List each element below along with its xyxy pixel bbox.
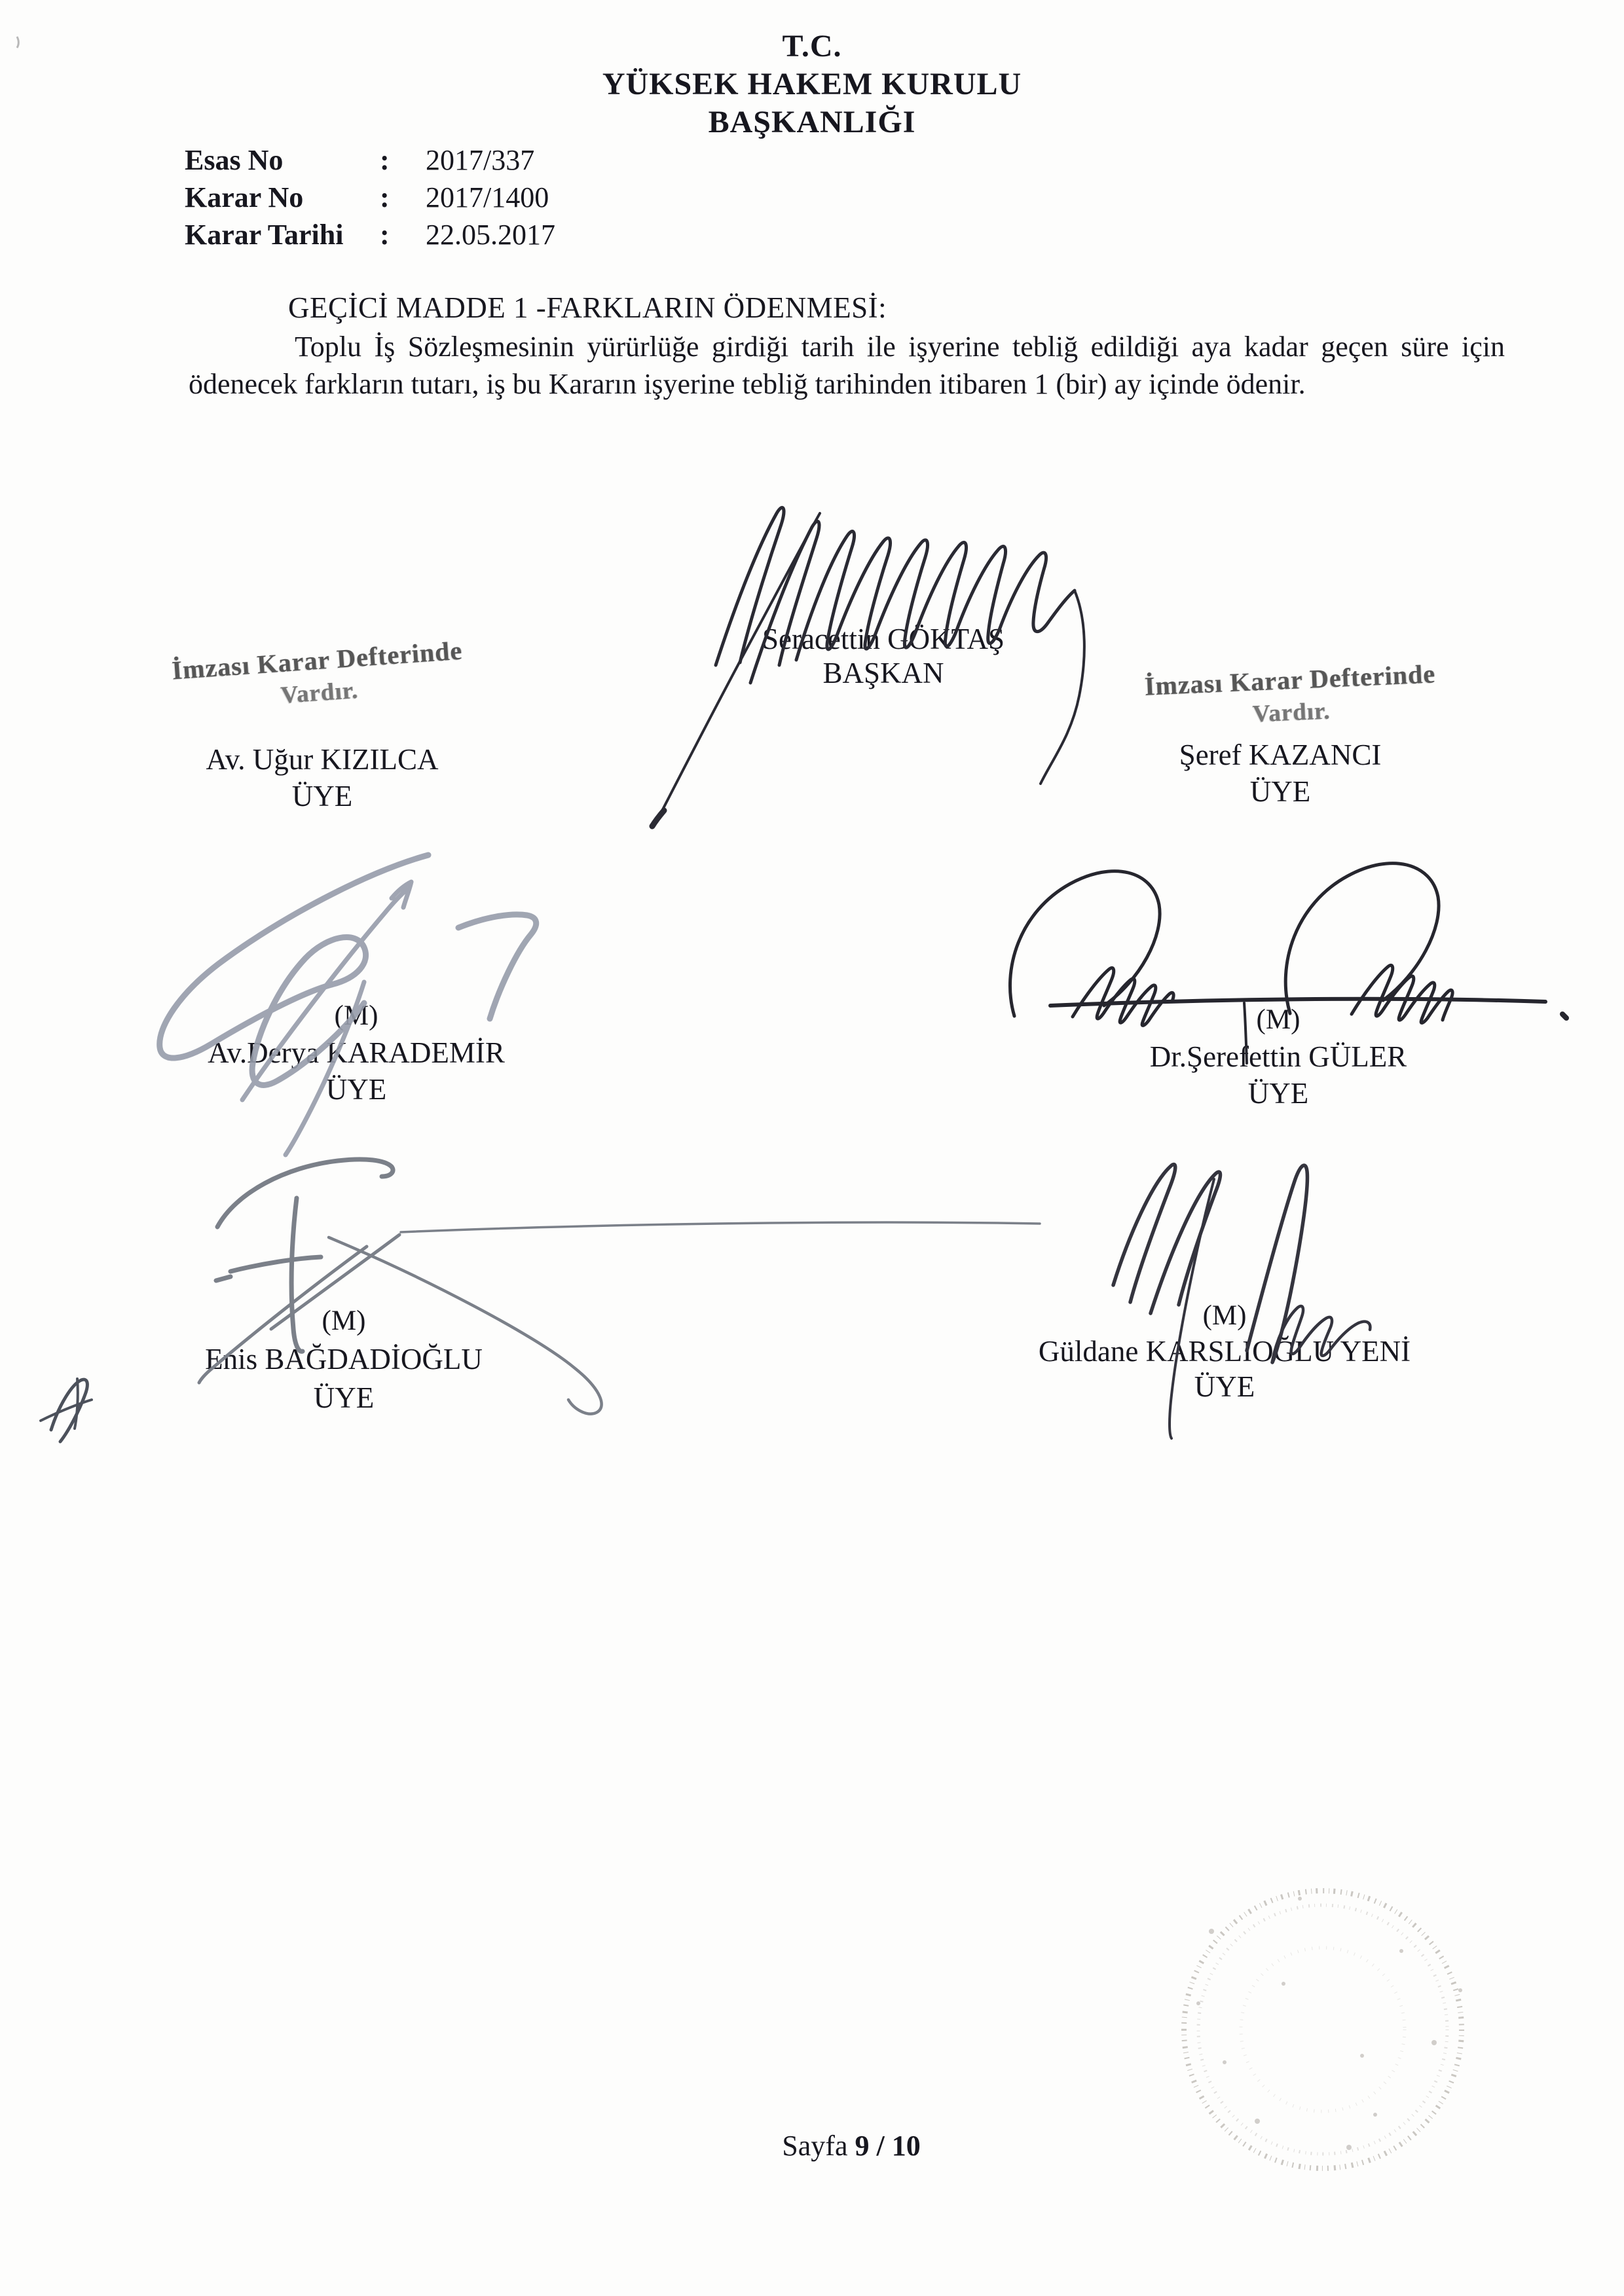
margin-paraph-stroke2 xyxy=(41,1400,92,1421)
signatory-member-bottom-left xyxy=(205,1302,483,1417)
page-number-value: 9 / 10 xyxy=(855,2130,921,2162)
signatory-name: Av. Uğur KIZILCA xyxy=(206,743,439,776)
signatory-annotation: (M) xyxy=(322,1305,366,1336)
meta-colon: : xyxy=(380,144,390,176)
signatory-name: Dr.Şerefettin GÜLER xyxy=(1149,1040,1407,1073)
meta-row-karar-no xyxy=(185,179,555,216)
signature-bagdadioglu-longline xyxy=(401,1222,1040,1232)
letterhead-country: T.C. xyxy=(782,29,842,64)
signatory-name: Enis BAĞDADİOĞLU xyxy=(205,1343,483,1376)
signatory-name: Şeref KAZANCI xyxy=(1179,738,1382,771)
meta-row-esas-no xyxy=(185,141,555,179)
signatory-annotation: (M) xyxy=(334,1000,378,1031)
signatory-title: ÜYE xyxy=(1194,1370,1255,1403)
meta-value: 2017/1400 xyxy=(426,181,549,213)
signatory-title: BAŞKAN xyxy=(822,657,944,689)
letterhead-institution: YÜKSEK HAKEM KURULU xyxy=(602,67,1022,101)
signature-guler-dot xyxy=(1562,1014,1566,1018)
article-paragraph: Toplu İş Sözleşmesinin yürürlüğe girdiği tarih ile işyerine tebliğ edildiği aya kadar geçen süre için ödenecek farkların tutarı, iş bu Kararın işyerine tebliğ tarihinden itibaren 1 (bir) ay içinde ödenir. xyxy=(189,331,1505,400)
article-heading: GEÇİCİ MADDE 1 -FARKLARIN ÖDENMESİ: xyxy=(288,291,887,324)
meta-label: Karar No xyxy=(185,181,304,213)
decision-book-stamp-left xyxy=(171,634,466,720)
signature-bagdadioglu-bar xyxy=(216,1257,321,1281)
signature-karslioglu-slash1 xyxy=(1113,1165,1175,1302)
seal-outer-ring xyxy=(1184,1891,1462,2168)
signatory-name: Av.Derya KARADEMİR xyxy=(208,1036,505,1069)
page-number xyxy=(782,2129,920,2162)
decision-book-stamp-right xyxy=(1144,657,1437,735)
signatory-title: ÜYE xyxy=(1249,775,1311,808)
signature-goktas-tail xyxy=(1041,591,1084,784)
signatory-title: ÜYE xyxy=(1247,1077,1309,1110)
signatory-annotation: (M) xyxy=(1256,1004,1301,1035)
seal-inner-ring xyxy=(1241,1948,1405,2111)
signatory-name: Güldane KARSLIOĞLU YENİ xyxy=(1038,1335,1411,1368)
margin-paraph-stroke3 xyxy=(75,1379,78,1429)
signatory-member-top-right xyxy=(1179,737,1382,810)
signatory-member-mid-left xyxy=(208,998,505,1108)
seal-mid-ring xyxy=(1198,1905,1447,2154)
page-number-label: Sayfa xyxy=(782,2130,848,2162)
meta-value: 22.05.2017 xyxy=(426,219,555,251)
signatory-chairman xyxy=(762,622,1005,690)
meta-row-karar-tarihi xyxy=(185,216,555,253)
signatory-title: ÜYE xyxy=(313,1381,375,1414)
case-meta-block xyxy=(185,141,555,253)
signatory-title: ÜYE xyxy=(325,1073,387,1106)
signatory-member-top-left xyxy=(206,741,439,814)
signatory-member-bottom-right xyxy=(1039,1298,1411,1404)
stamp-text-line2: Vardır. xyxy=(1252,697,1331,728)
signatory-name: Seracettin GÖKTAŞ xyxy=(762,623,1005,655)
meta-value: 2017/337 xyxy=(426,144,535,176)
stamp-text-line1: İmzası Karar Defterinde xyxy=(171,635,464,685)
signature-karslioglu-slash2 xyxy=(1151,1172,1221,1313)
signature-goktas-end-blob xyxy=(652,811,664,826)
stamp-text-line2: Vardır. xyxy=(280,676,360,710)
signatory-member-mid-right xyxy=(1150,1002,1407,1112)
margin-paraph-stroke1 xyxy=(51,1379,87,1442)
letterhead-office: BAŞKANLIĞI xyxy=(708,105,916,139)
meta-label: Karar Tarihi xyxy=(185,219,344,251)
signature-bagdadioglu-arc xyxy=(217,1159,393,1227)
signatory-title: ÜYE xyxy=(291,780,353,812)
meta-colon: : xyxy=(380,181,390,213)
seal-speckles xyxy=(1196,1897,1462,2150)
signature-guler-loop2 xyxy=(1285,864,1439,1013)
official-round-seal xyxy=(1184,1891,1462,2168)
signature-guler-loop1 xyxy=(1010,871,1160,1016)
letterhead xyxy=(0,27,1624,141)
margin-paraph xyxy=(41,1379,92,1442)
meta-label: Esas No xyxy=(185,144,284,176)
meta-colon: : xyxy=(380,219,390,251)
signatory-annotation: (M) xyxy=(1202,1300,1247,1331)
stamp-text-line1: İmzası Karar Defterinde xyxy=(1143,659,1436,701)
